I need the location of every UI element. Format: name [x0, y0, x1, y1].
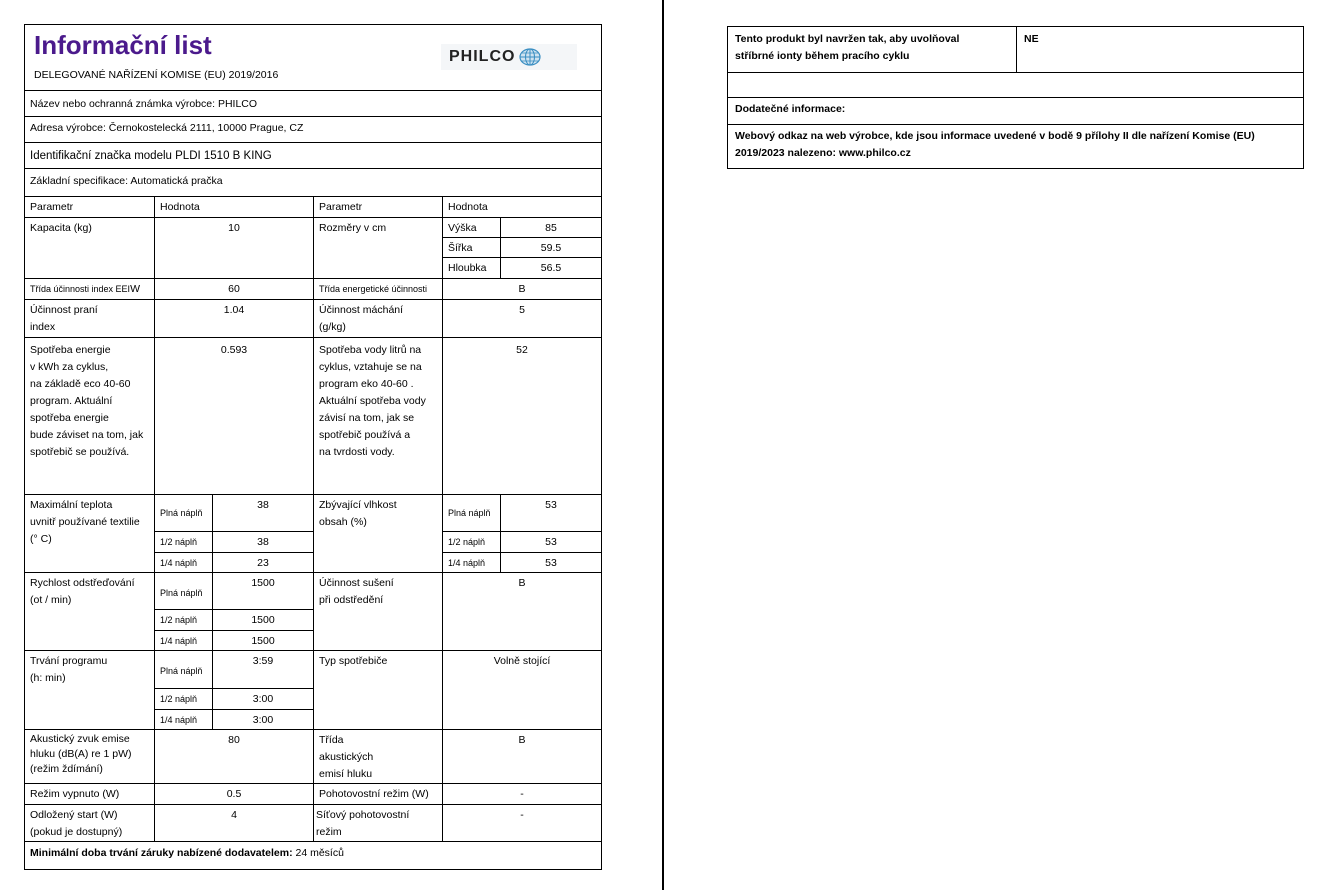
energy-class-label: Třída energetické účinnosti	[313, 278, 443, 300]
silver-ions-label	[727, 26, 1017, 73]
spin-line: (ot / min)	[30, 594, 72, 606]
model-label: Identifikační značka modelu	[30, 150, 172, 162]
duration-line: Trvání programu	[30, 655, 108, 667]
noise-line: hluku (dB(A) re 1 pW)	[30, 748, 132, 760]
spec-value: Automatická pračka	[130, 175, 223, 187]
off-mode-value: 0.5	[154, 783, 314, 805]
spin-line: Rychlost odstřeďování	[30, 577, 135, 589]
sheet-title: Informační list	[34, 30, 212, 60]
wash-efficiency-value: 1.04	[154, 299, 314, 338]
warranty-row	[24, 841, 602, 870]
globe-icon	[519, 48, 541, 66]
manufacturer-row	[24, 90, 602, 117]
eei-label	[24, 278, 155, 300]
moist-half-load-value: 53	[500, 531, 602, 553]
network-standby-value: -	[442, 804, 602, 842]
eei-value: 60	[154, 278, 314, 300]
address-value: Černokostelecká 2111, 10000 Prague, CZ	[108, 122, 304, 134]
moist-quarter-load-label: 1/4 náplň	[442, 552, 501, 573]
eei-label-text: Třída účinnosti index EEI	[30, 284, 131, 294]
dur-quarter-load-label: 1/4 náplň	[154, 709, 213, 730]
water-line: cyklus, vztahuje se na	[319, 361, 422, 373]
warranty-label: Minimální doba trvání záruky nabízené dodavatelem:	[30, 847, 293, 859]
network-standby-label	[313, 804, 443, 842]
dur-full-load-label: Plná náplň	[154, 650, 213, 689]
web-line: 2019/2023 nalezeno: www.philco.cz	[735, 147, 911, 159]
noise-emission-value: 80	[154, 729, 314, 784]
additional-info-row: Dodatečné informace:	[727, 97, 1304, 125]
rinse-efficiency-line-1: Účinnost máchání	[319, 304, 404, 316]
energy-consumption-label	[24, 337, 155, 495]
water-consumption-value: 52	[442, 337, 602, 495]
moist-full-load-label: Plná náplň	[442, 494, 501, 532]
header-value-1: Hodnota	[154, 196, 314, 218]
spin-quarter-load-value: 1500	[212, 630, 314, 651]
temp-quarter-load-value: 23	[212, 552, 314, 573]
width-value: 59.5	[500, 237, 602, 258]
programme-duration-label	[24, 650, 155, 730]
standby-value: -	[442, 783, 602, 805]
spin-half-load-label: 1/2 náplň	[154, 609, 213, 631]
address-label: Adresa výrobce:	[30, 122, 106, 134]
off-mode-label: Režim vypnuto (W)	[24, 783, 155, 805]
drying-efficiency-label	[313, 572, 443, 651]
water-line: spotřebič používá a	[319, 429, 411, 441]
water-line: na tvrdosti vody.	[319, 446, 395, 458]
depth-label: Hloubka	[442, 257, 501, 279]
noise-class-line: Třída	[319, 734, 344, 746]
moist-half-load-label: 1/2 náplň	[442, 531, 501, 553]
standby-label: Pohotovostní režim (W)	[313, 783, 443, 805]
header-param-1: Parametr	[24, 196, 155, 218]
rinse-efficiency-line-2: (g/kg)	[319, 321, 346, 333]
net-standby-line: Síťový pohotovostní režim	[316, 809, 410, 838]
height-label: Výška	[442, 217, 501, 238]
header-value-2: Hodnota	[442, 196, 602, 218]
empty-row	[727, 72, 1304, 98]
moisture-line: Zbývající vlhkost	[319, 499, 397, 511]
page-divider	[662, 0, 664, 890]
dur-half-load-value: 3:00	[212, 688, 314, 710]
rinse-efficiency-value: 5	[442, 299, 602, 338]
water-line: závisí na tom, jak se	[319, 412, 415, 424]
model-row	[24, 142, 602, 169]
drying-efficiency-value: B	[442, 572, 602, 651]
delayed-start-value: 4	[154, 804, 314, 842]
temp-line: Maximální teplota	[30, 499, 113, 511]
water-line: Spotřeba vody litrů na	[319, 344, 422, 356]
temp-full-load-label: Plná náplň	[154, 494, 213, 532]
eei-label-subscript: W	[130, 283, 140, 295]
delayed-start-label	[24, 804, 155, 842]
moist-quarter-load-value: 53	[500, 552, 602, 573]
temp-line: uvnitř používané textilie	[30, 516, 140, 528]
manufacturer-label: Název nebo ochranná známka výrobce:	[30, 98, 216, 110]
silver-line: stříbrné ionty během pracího cyklu	[735, 50, 910, 62]
noise-line: (režim ždímání)	[30, 763, 103, 775]
dur-half-load-label: 1/2 náplň	[154, 688, 213, 710]
height-value: 85	[500, 217, 602, 238]
dry-line: Účinnost sušení	[319, 577, 394, 589]
appliance-type-label: Typ spotřebiče	[313, 650, 443, 730]
depth-value: 56.5	[500, 257, 602, 279]
noise-line: Akustický zvuk emise	[30, 733, 130, 745]
spin-half-load-value: 1500	[212, 609, 314, 631]
web-line: Webový odkaz na web výrobce, kde jsou informace uvedené v bodě 9 přílohy II dle nařízení Komise (EU)	[735, 130, 1255, 142]
logo-text: PHILCO	[449, 48, 516, 65]
appliance-type-value: Volně stojící	[442, 650, 602, 730]
noise-class-line: akustických	[319, 751, 374, 763]
wash-efficiency-line-1: Účinnost praní	[30, 304, 98, 316]
temp-half-load-label: 1/2 náplň	[154, 531, 213, 553]
silver-line: Tento produkt byl navržen tak, aby uvolňoval	[735, 33, 960, 45]
dimensions-label: Rozměry v cm	[313, 217, 443, 279]
silver-ions-value: NE	[1016, 26, 1304, 73]
temp-line: (° C)	[30, 533, 52, 545]
dry-line: při odstředění	[319, 594, 384, 606]
moisture-line: obsah (%)	[319, 516, 367, 528]
spin-quarter-load-label: 1/4 náplň	[154, 630, 213, 651]
address-row	[24, 116, 602, 143]
philco-logo	[441, 44, 577, 70]
energy-line: spotřebič se používá.	[30, 446, 130, 458]
duration-line: (h: min)	[30, 672, 66, 684]
rinse-efficiency-label	[313, 299, 443, 338]
noise-class-line: emisí hluku	[319, 768, 373, 780]
temp-full-load-value: 38	[212, 494, 314, 532]
energy-line: bude záviset na tom, jak	[30, 429, 144, 441]
wash-efficiency-line-2: index	[30, 321, 56, 333]
width-label: Šířka	[442, 237, 501, 258]
spin-full-load-value: 1500	[212, 572, 314, 610]
moist-full-load-value: 53	[500, 494, 602, 532]
energy-consumption-value: 0.593	[154, 337, 314, 495]
temp-quarter-load-label: 1/4 náplň	[154, 552, 213, 573]
dur-quarter-load-value: 3:00	[212, 709, 314, 730]
energy-line: spotřeba energie	[30, 412, 109, 424]
energy-line: na základě eco 40-60	[30, 378, 131, 390]
model-value: PLDI 1510 B KING	[175, 150, 272, 162]
water-consumption-label	[313, 337, 443, 495]
temp-half-load-value: 38	[212, 531, 314, 553]
spec-label: Základní specifikace:	[30, 175, 129, 187]
capacity-value: 10	[154, 217, 314, 279]
regulation-subtitle: DELEGOVANÉ NAŘÍZENÍ KOMISE (EU) 2019/2016	[34, 69, 279, 81]
water-line: Aktuální spotřeba vody	[319, 395, 426, 407]
energy-line: Spotřeba energie	[30, 344, 111, 356]
energy-line: program. Aktuální	[30, 395, 113, 407]
web-link-row	[727, 124, 1304, 169]
water-line: program eko 40-60 .	[319, 378, 414, 390]
noise-class-label	[313, 729, 443, 784]
wash-efficiency-label	[24, 299, 155, 338]
spin-full-load-label: Plná náplň	[154, 572, 213, 610]
delay-line: (pokud je dostupný)	[30, 826, 123, 838]
warranty-value: 24 měsíců	[295, 847, 344, 859]
energy-line: v kWh za cyklus,	[30, 361, 109, 373]
max-temperature-label	[24, 494, 155, 573]
noise-emission-label	[24, 729, 155, 784]
header-param-2: Parametr	[313, 196, 443, 218]
moisture-label	[313, 494, 443, 573]
manufacturer-value: PHILCO	[217, 98, 258, 110]
noise-class-value: B	[442, 729, 602, 784]
capacity-label: Kapacita (kg)	[24, 217, 155, 279]
energy-class-value: B	[442, 278, 602, 300]
spec-row	[24, 168, 602, 197]
dur-full-load-value: 3:59	[212, 650, 314, 689]
spin-speed-label	[24, 572, 155, 651]
delay-line: Odložený start (W)	[30, 809, 118, 821]
